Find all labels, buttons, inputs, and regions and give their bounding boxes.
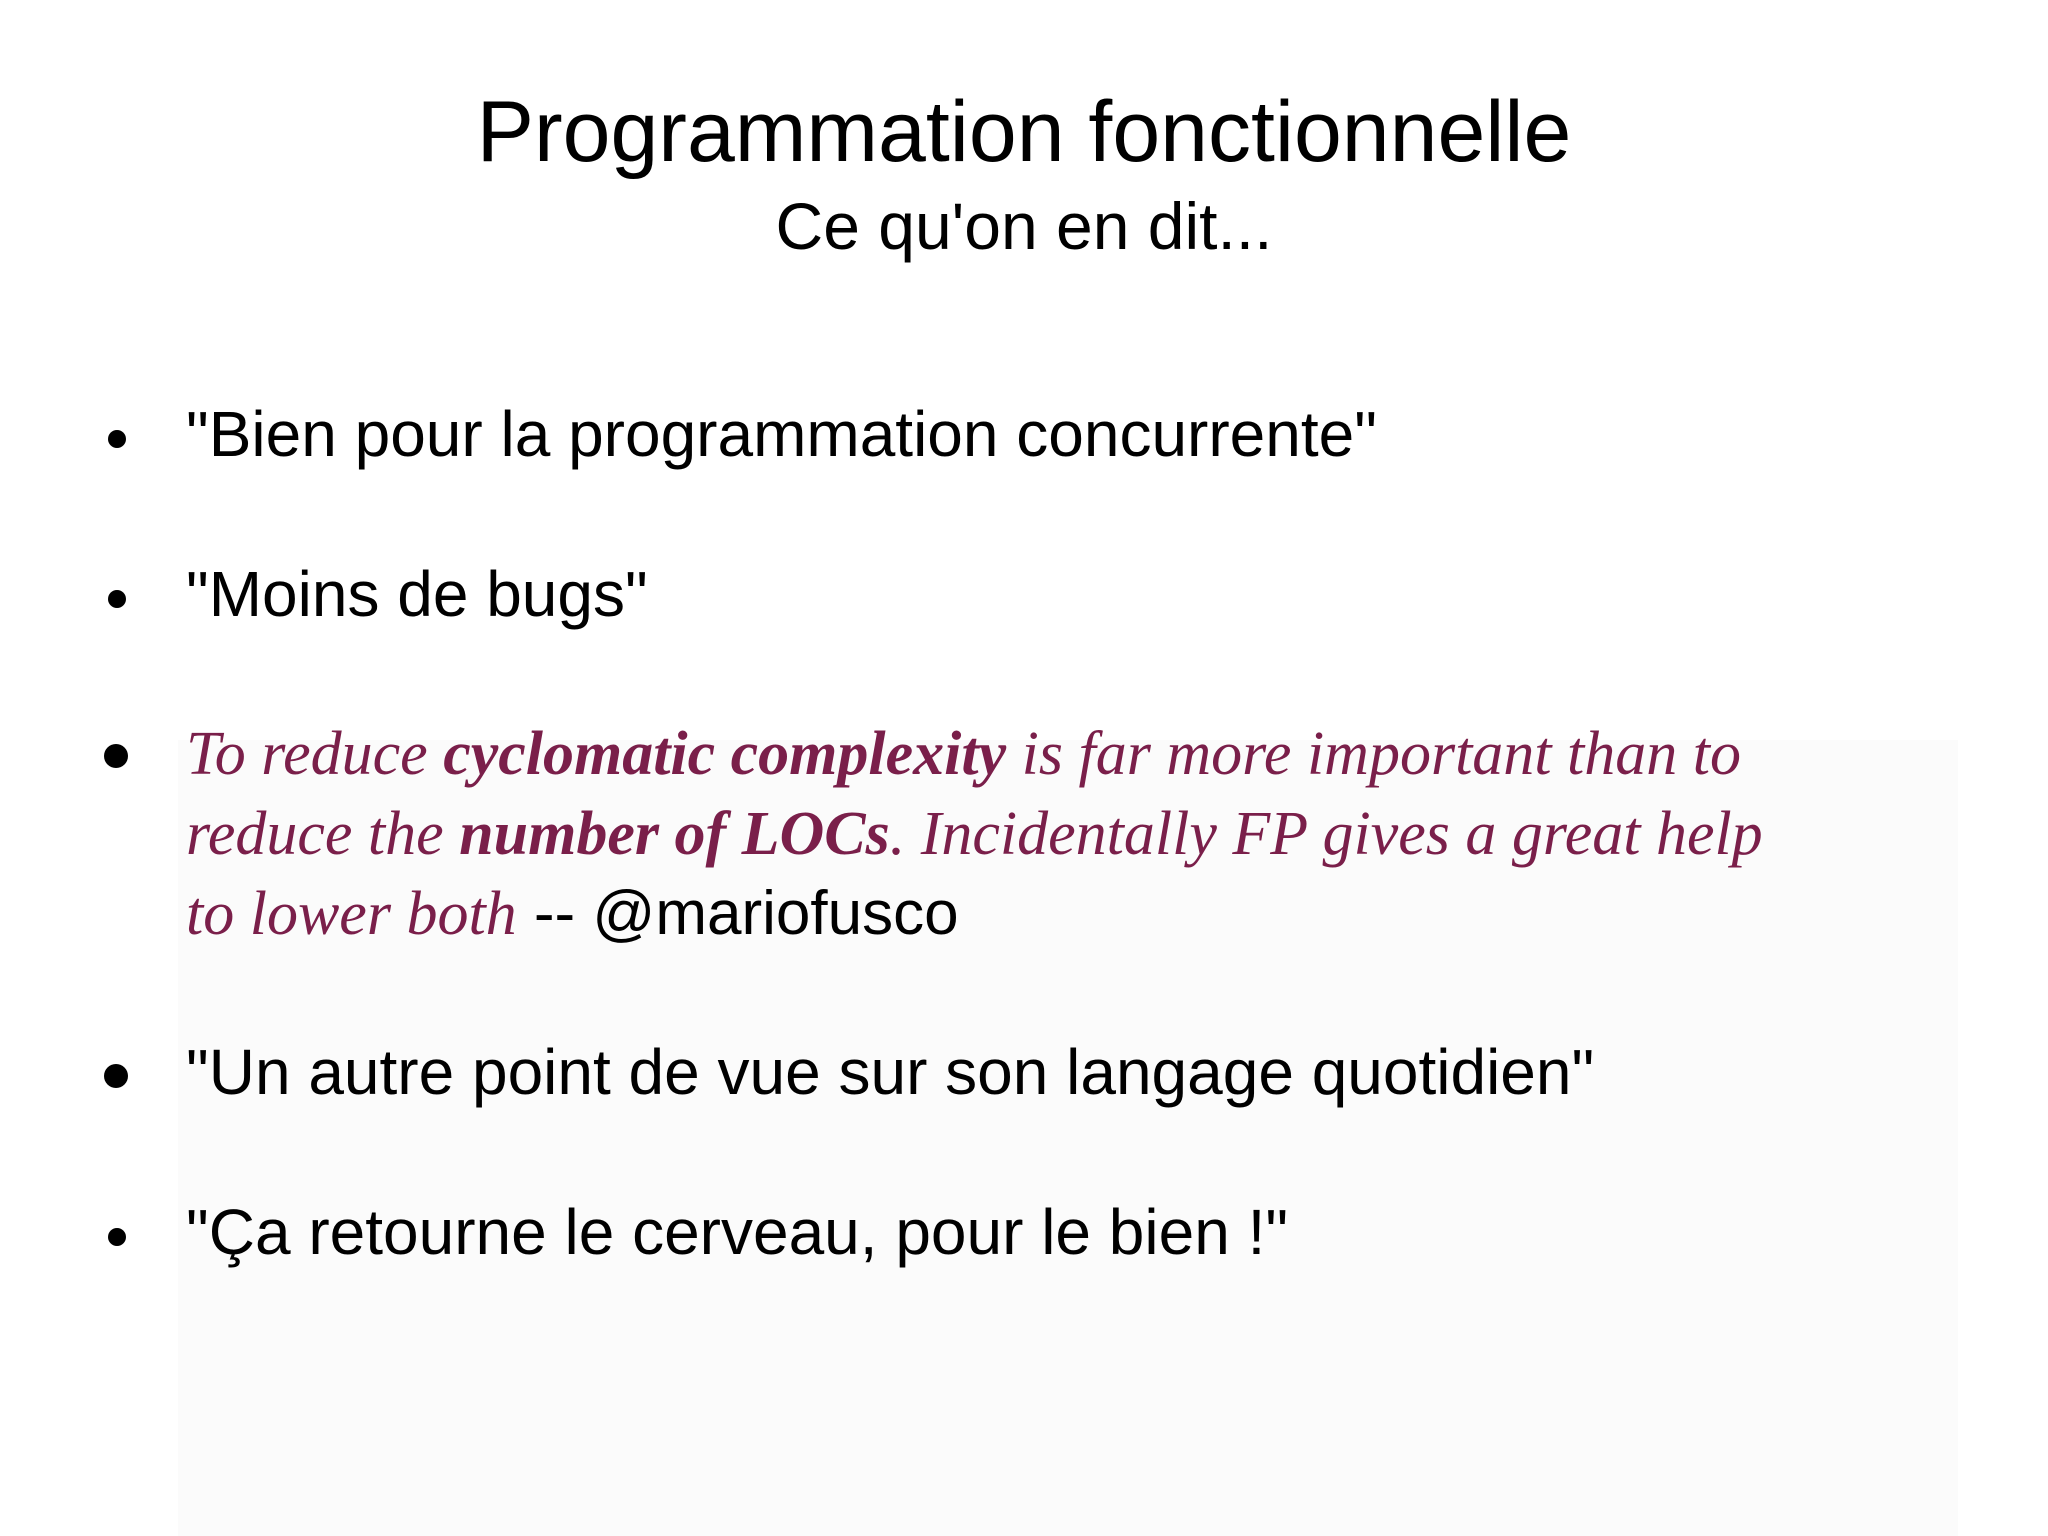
bullet-icon — [108, 590, 126, 608]
slide-title: Programmation fonctionnelle — [476, 84, 1572, 180]
quote-line-3 — [186, 874, 1966, 954]
list-item-text: "Ça retourne le cerveau, pour le bien !" — [186, 1196, 1289, 1268]
quote-line-2 — [186, 794, 1966, 874]
quote-fragment: reduce the — [186, 800, 460, 868]
list-item-text: "Un autre point de vue sur son langage quotidien" — [186, 1036, 1595, 1108]
bullet-icon — [104, 744, 128, 768]
bullet-icon — [108, 430, 126, 448]
quote-emphasis: number of LOCs — [459, 800, 890, 868]
quote-text — [186, 714, 1966, 954]
bullet-icon — [108, 1228, 126, 1246]
bullet-icon — [104, 1064, 128, 1088]
quote-fragment: . Incidentally FP gives a great help — [889, 800, 1763, 868]
quote-line-1 — [186, 714, 1966, 794]
quote-emphasis: cyclomatic complexity — [443, 720, 1007, 788]
quote-fragment: to lower both — [186, 880, 517, 948]
quote-author: -- @mariofusco — [516, 879, 959, 948]
list-item-text: "Bien pour la programmation concurrente" — [186, 398, 1377, 470]
list-item-text: "Moins de bugs" — [186, 558, 648, 630]
slide-subtitle: Ce qu'on en dit... — [775, 189, 1273, 263]
quote-fragment: is far more important than to — [1006, 720, 1741, 788]
quote-fragment: To reduce — [186, 720, 444, 788]
